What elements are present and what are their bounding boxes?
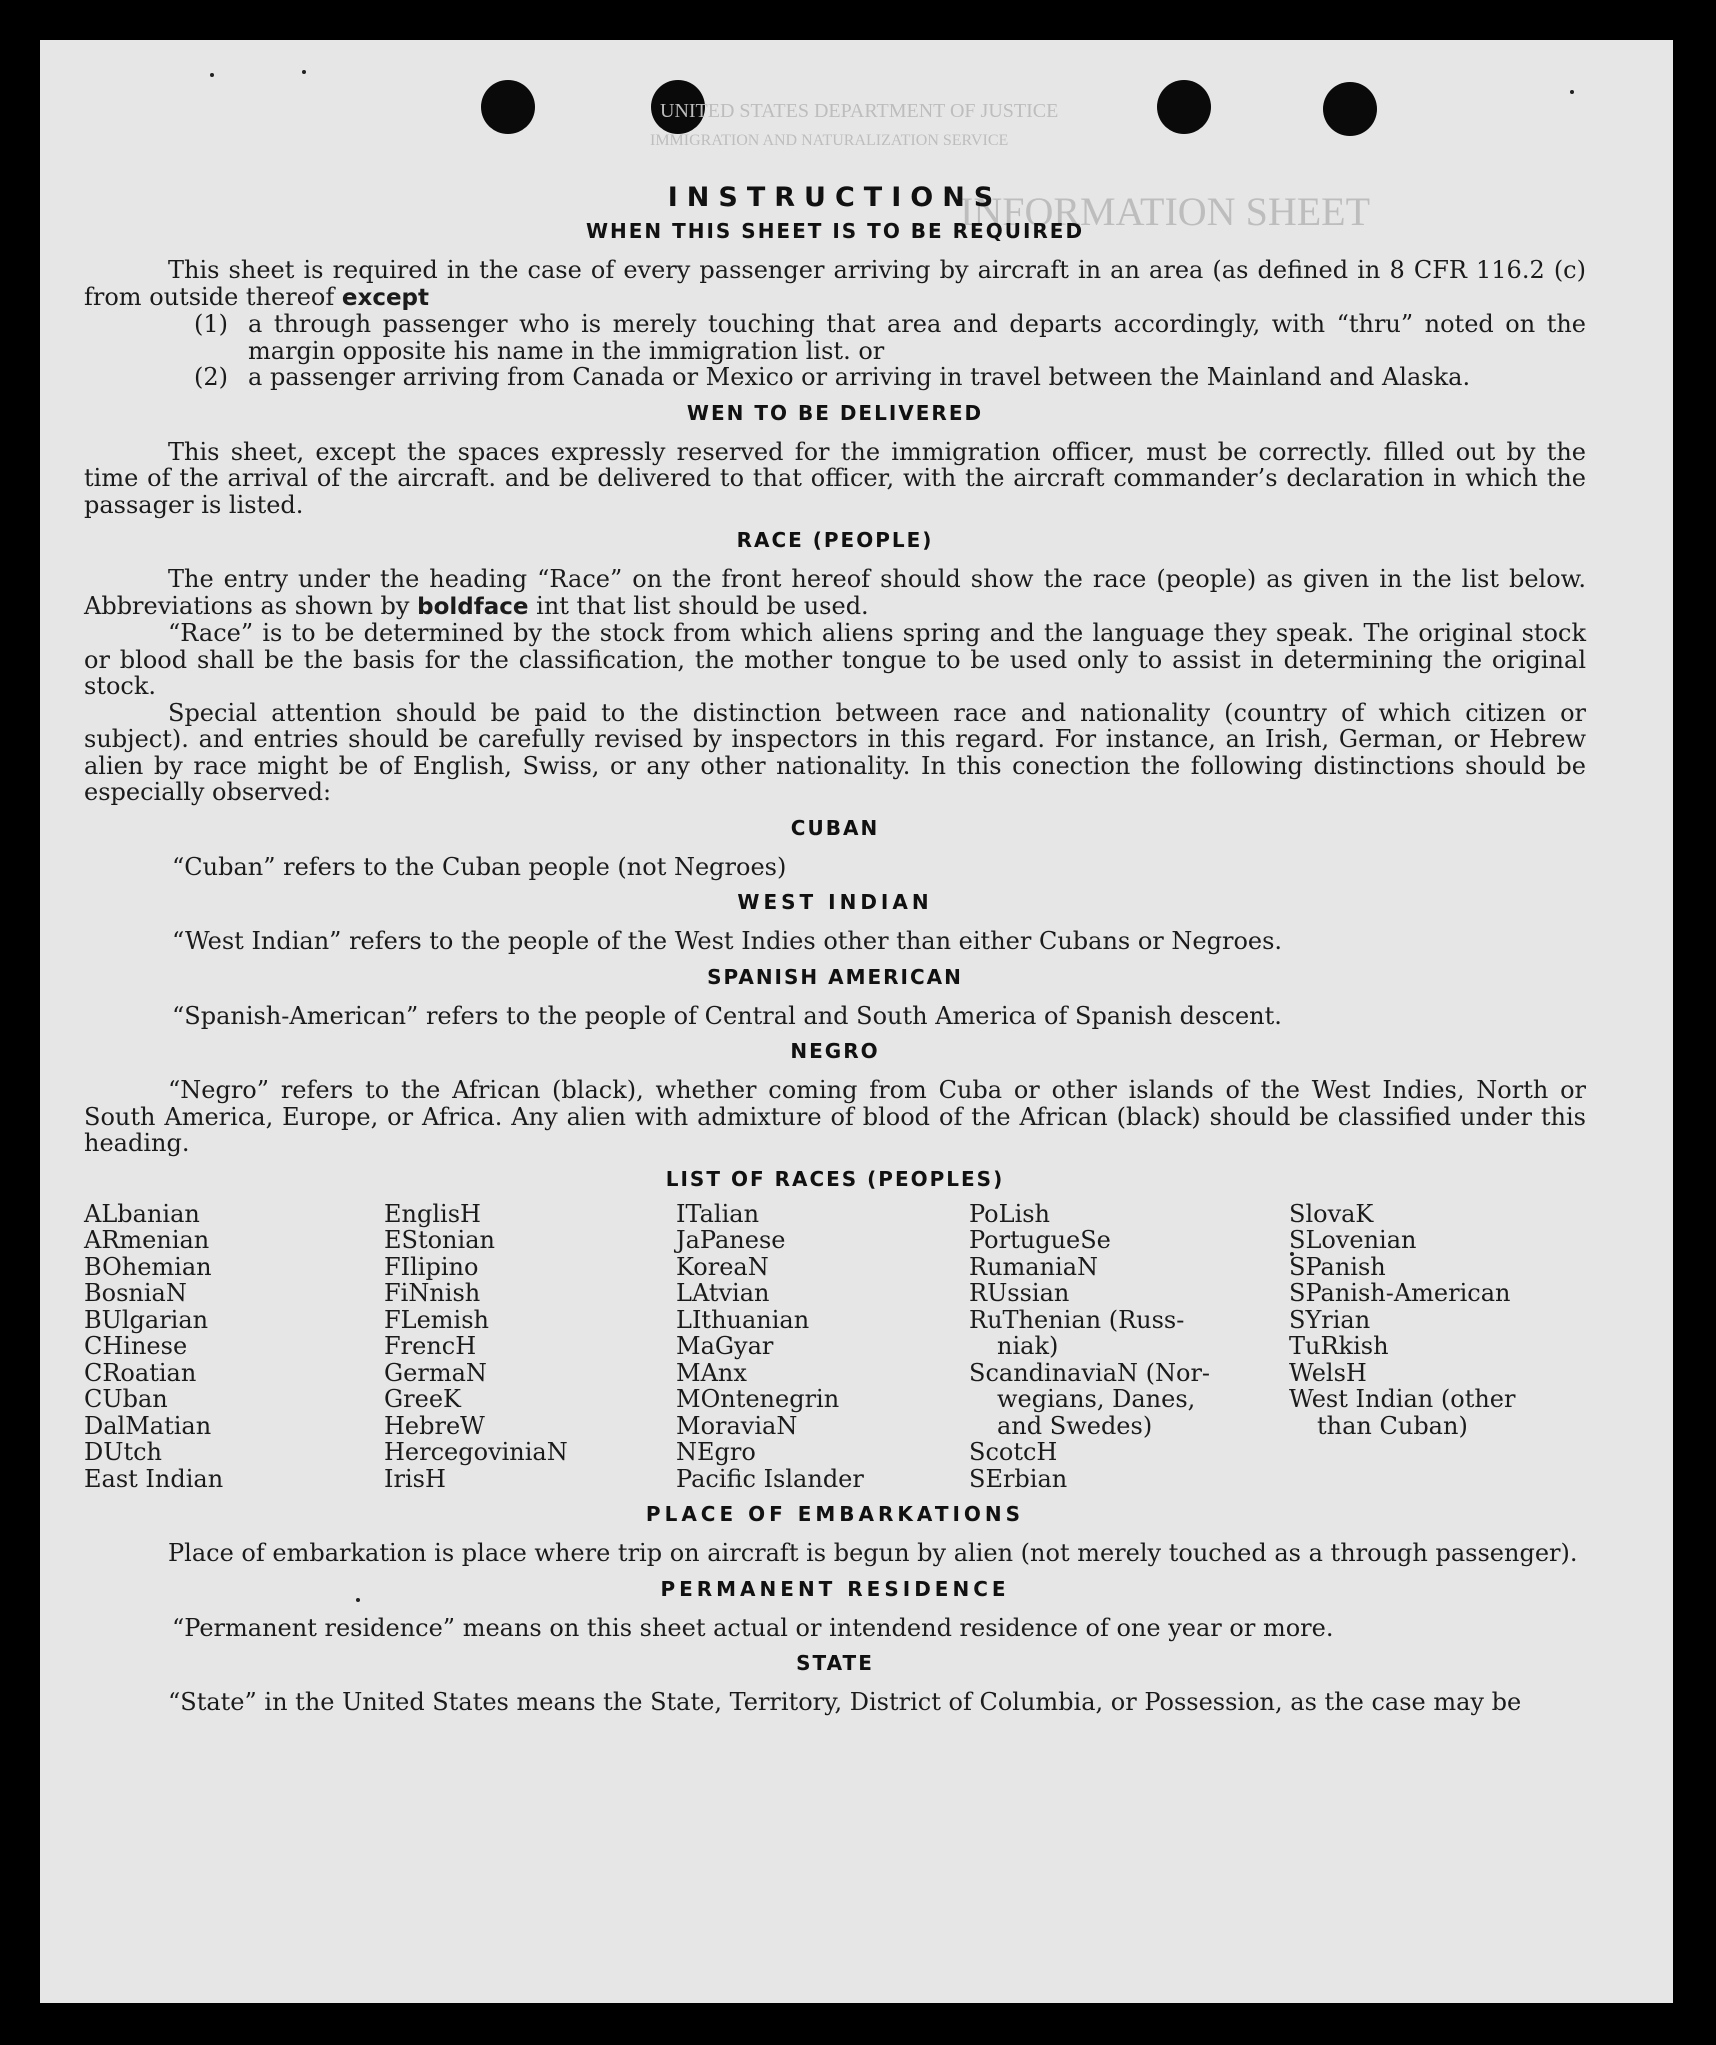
document-page <box>40 40 1673 2003</box>
punch-hole <box>1157 80 1211 134</box>
bleed-through-service: IMMIGRATION AND NATURALIZATION SERVICE <box>650 132 1009 149</box>
spanish-american-text: “Spanish-American” refers to the people of Central and South America of Spanish descent. <box>172 1001 1282 1030</box>
race-item: PoLish <box>969 1199 1051 1228</box>
races-column-5 <box>1289 1201 1586 1493</box>
race-item: EStonian <box>384 1226 495 1254</box>
race-item: RuThenian (Russ- <box>969 1305 1185 1334</box>
race-item: ScotcH <box>969 1438 1058 1466</box>
race-item: HebreW <box>384 1411 485 1440</box>
speck <box>210 73 214 77</box>
race-item: LIthuanian <box>676 1305 810 1334</box>
heading-delivered: WEN TO BE DELIVERED <box>686 400 984 425</box>
speck <box>1570 90 1574 94</box>
race-item: ITalian <box>676 1199 760 1228</box>
race-item: BUlgarian <box>84 1305 209 1334</box>
heading-state: STATE <box>796 1651 874 1675</box>
race-item: HercegoviniaN <box>384 1438 568 1466</box>
races-column-4 <box>969 1201 1289 1493</box>
race-item: FrencH <box>384 1332 477 1360</box>
race-item: RUssian <box>969 1279 1070 1307</box>
race-item: WelsH <box>1289 1358 1367 1387</box>
race-item: FLemish <box>384 1305 489 1334</box>
race-item: FIlipino <box>384 1252 479 1281</box>
race-item: ALbanian <box>84 1199 200 1228</box>
heading-required: WHEN THIS SHEET IS TO BE REQUIRED <box>585 219 1085 243</box>
race-item: TuRkish <box>1289 1332 1389 1360</box>
cuban-text: “Cuban” refers to the Cuban people (not Negroes) <box>172 852 787 881</box>
boldface-word: boldface <box>417 593 529 620</box>
race-item: DUtch <box>84 1438 163 1466</box>
except-bold: except <box>341 284 430 311</box>
heading-list-of-races: LIST OF RACES (PEOPLES) <box>665 1166 1005 1191</box>
race-item: DalMatian <box>84 1411 212 1440</box>
race-item: SlovaK <box>1289 1199 1374 1228</box>
race-item-continued: wegians, Danes, <box>997 1385 1196 1413</box>
race-item: LAtvian <box>676 1279 770 1307</box>
race-item: EnglisH <box>384 1199 481 1228</box>
race-item: BosniaN <box>84 1279 187 1307</box>
punch-hole <box>1323 82 1377 136</box>
race-item-continued: than Cuban) <box>1317 1411 1468 1440</box>
races-list <box>84 1201 1586 1493</box>
heading-cuban: CUBAN <box>790 815 880 840</box>
race-item: MAnx <box>676 1358 747 1387</box>
race-item: IrisH <box>384 1464 446 1493</box>
race-item: Pacific Islander <box>676 1464 864 1493</box>
race-item: JaPanese <box>676 1226 786 1254</box>
heading-west-indian: WEST INDIAN <box>737 890 933 914</box>
exception-item-2: (2) a passenger arriving from Canada or Mexico or arriving in travel between the Mainland and Alaska. <box>194 363 1471 391</box>
race-item: CHinese <box>84 1332 188 1360</box>
heading-spanish-american: SPANISH AMERICAN <box>707 964 963 989</box>
race-item: SPanish <box>1289 1252 1386 1281</box>
race-item: GreeK <box>384 1385 461 1413</box>
page-title: INSTRUCTIONS <box>667 182 1003 213</box>
exception-item-1: (1) a through passenger who is merely touching that area and departs accordingly, with “thru” noted on the margin opposite his name in the immigration list. or <box>194 310 1586 365</box>
race-item: RumaniaN <box>969 1252 1099 1281</box>
speck <box>302 70 306 74</box>
delivered-text: This sheet, except the spaces expressly reserved for the immigration officer, must be correctly. filled out by the time of the arrival of the aircraft. and be delivered to that officer, with the aircraft commander’s declaration in which the passager is listed. <box>84 437 1586 519</box>
required-intro: This sheet is required in the case of every passenger arriving by aircraft in an area (as defined in 8 CFR 116.2 (c) from outside thereof except <box>84 256 1586 311</box>
race-item: FiNnish <box>384 1279 481 1307</box>
race-item: ARmenian <box>84 1226 210 1254</box>
negro-text: “Negro” refers to the African (black), whether coming from Cuba or other islands of the West Indies, North or South America, Europe, or Africa. Any alien with admixture of blood of the African (black) should be classified under this heading. <box>84 1076 1586 1157</box>
bleed-through-agency: UNITED STATES DEPARTMENT OF JUSTICE <box>660 100 1059 122</box>
race-item: SYrian <box>1289 1305 1371 1334</box>
west-indian-text: “West Indian” refers to the people of the West Indies other than either Cubans or Negroes. <box>172 927 1283 955</box>
race-item: CRoatian <box>84 1358 197 1387</box>
heading-race: RACE (PEOPLE) <box>736 528 934 552</box>
race-item: CUban <box>84 1385 168 1413</box>
heading-negro: NEGRO <box>790 1039 880 1063</box>
race-item: NEgro <box>676 1438 756 1466</box>
race-item: MaGyar <box>676 1332 774 1360</box>
race-item: West Indian (other <box>1289 1385 1516 1413</box>
instructions-content <box>84 182 1586 1716</box>
punch-hole <box>481 80 535 134</box>
state-text: “State” in the United States means the State, Territory, District of Columbia, or Possession, as the case may be <box>168 1688 1522 1716</box>
race-item: PortugueSe <box>969 1226 1111 1254</box>
race-item-continued: and Swedes) <box>997 1411 1153 1440</box>
race-item: SErbian <box>969 1464 1068 1493</box>
race-item: MOntenegrin <box>676 1385 840 1413</box>
race-paragraph-1: The entry under the heading “Race” on the front hereof should show the race (people) as given in the list below. Abbreviations as shown by boldface int that list should be used. <box>84 565 1586 620</box>
race-item: ScandinaviaN (Nor- <box>969 1358 1211 1387</box>
races-column-3 <box>676 1201 969 1493</box>
races-column-1 <box>84 1201 384 1493</box>
race-item: SPanish-American <box>1289 1279 1511 1307</box>
race-paragraph-2: “Race” is to be determined by the stock from which aliens spring and the language they speak. The original stock or blood shall be the basis for the classification, the mother tongue to be used only to assist in determining the original stock. <box>84 619 1586 700</box>
bleed-through-form-title: INFORMATION SHEET <box>960 189 1370 234</box>
race-item: BOhemian <box>84 1252 212 1281</box>
race-item-continued: niak) <box>997 1332 1059 1360</box>
residence-text: “Permanent residence” means on this sheet actual or intendend residence of one year or more. <box>172 1613 1334 1642</box>
race-item: East Indian <box>84 1464 224 1493</box>
race-item: GermaN <box>384 1358 487 1387</box>
heading-embarkation: PLACE OF EMBARKATIONS <box>645 1502 1025 1526</box>
race-item: KoreaN <box>676 1252 769 1281</box>
race-paragraph-3: Special attention should be paid to the distinction between race and nationality (country of which citizen or subject). and entries should be carefully revised by inspectors in this regard. For instance, an Irish, German, or Hebrew alien by race might be of English, Swiss, or any other nationality. In this conection the following distinctions should be especially observed: <box>84 698 1586 806</box>
embarkation-text: Place of embarkation is place where trip on aircraft is begun by alien (not merely touched as a through passenger). <box>168 1539 1578 1567</box>
races-column-2 <box>384 1201 676 1493</box>
race-item: SLovenian <box>1289 1226 1417 1254</box>
race-item: MoraviaN <box>676 1411 798 1440</box>
heading-permanent-residence: PERMANENT RESIDENCE <box>660 1576 1010 1601</box>
